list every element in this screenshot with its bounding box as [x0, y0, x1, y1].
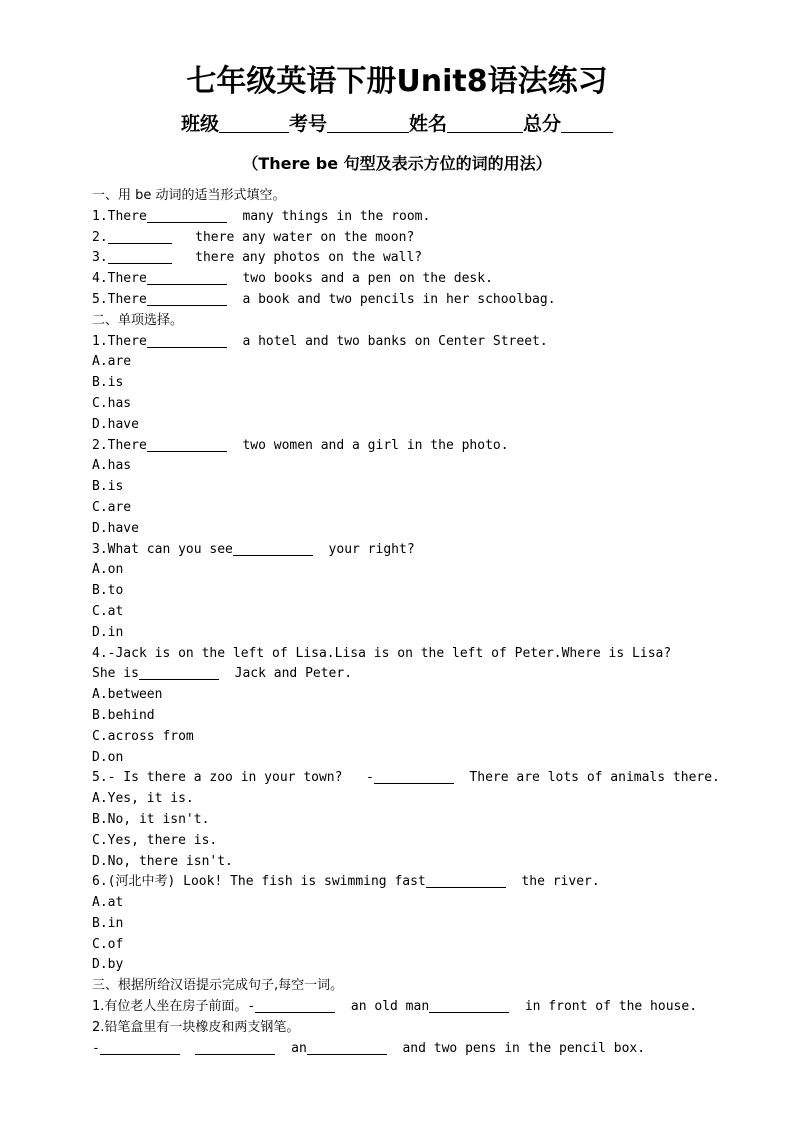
- worksheet-title: 七年级英语下册Unit8语法练习: [186, 64, 608, 99]
- class-label: 班级: [180, 113, 219, 135]
- answer-blank[interactable]: [429, 998, 509, 1013]
- section-1-heading: 一、用 be 动词的适当形式填空。: [92, 188, 286, 203]
- section-3-heading: 三、根据所给汉语提示完成句子,每空一词。: [92, 978, 344, 994]
- section-2-heading: 二、单项选择。: [92, 312, 184, 328]
- s2-question-4-line-1: 4.-Jack is on the left of Lisa.Lisa is on the left of Peter.Where is Lisa?: [92, 645, 672, 661]
- option-a[interactable]: A.on: [92, 562, 124, 578]
- option-d[interactable]: D.on: [92, 749, 124, 765]
- student-info-row: [0, 110, 794, 138]
- s2-question-1: 1.There a hotel and two banks on Center Street.: [92, 333, 548, 349]
- s2-question-5: 5.- Is there a zoo in your town? - There are lots of animals there.: [92, 770, 720, 786]
- answer-blank[interactable]: [195, 1040, 275, 1055]
- option-a[interactable]: A.Yes, it is.: [92, 791, 194, 807]
- answer-blank[interactable]: [139, 665, 219, 680]
- option-a[interactable]: A.at: [92, 895, 124, 911]
- option-a[interactable]: A.are: [92, 354, 132, 370]
- s3-question-2-prompt: 2.铅笔盒里有一块橡皮和两支钢笔。: [92, 1019, 300, 1035]
- s1-question-4: 4.There two books and a pen on the desk.: [92, 271, 493, 287]
- option-c[interactable]: C.of: [92, 936, 124, 952]
- score-label: 总分: [523, 113, 562, 135]
- option-c[interactable]: C.Yes, there is.: [92, 832, 218, 848]
- answer-blank[interactable]: [147, 270, 227, 285]
- answer-blank[interactable]: [147, 333, 227, 348]
- option-c[interactable]: C.at: [92, 603, 124, 619]
- s3-question-2-answer: - an and two pens in the pencil box.: [92, 1040, 646, 1056]
- answer-blank[interactable]: [147, 291, 227, 306]
- option-c[interactable]: C.across from: [92, 728, 194, 744]
- s2-question-3: 3.What can you see your right?: [92, 541, 415, 557]
- answer-blank[interactable]: [108, 249, 172, 264]
- answer-blank[interactable]: [255, 998, 335, 1013]
- s3-question-1: 1.有位老人坐在房子前面。- an old man in front of the house.: [92, 999, 698, 1015]
- worksheet-subtitle: （There be 句型及表示方位的词的用法）: [242, 154, 552, 173]
- name-label: 姓名: [409, 113, 448, 135]
- option-c[interactable]: C.has: [92, 395, 132, 411]
- answer-blank[interactable]: [307, 1040, 387, 1055]
- option-c[interactable]: C.are: [92, 499, 132, 515]
- option-b[interactable]: B.is: [92, 479, 124, 495]
- option-d[interactable]: D.in: [92, 624, 124, 640]
- answer-blank[interactable]: [374, 769, 454, 784]
- option-d[interactable]: D.have: [92, 416, 139, 432]
- option-b[interactable]: B.to: [92, 583, 124, 599]
- answer-blank[interactable]: [147, 437, 227, 452]
- exam-no-blank[interactable]: [327, 112, 409, 133]
- s2-question-2: 2.There two women and a girl in the photo.: [92, 437, 509, 453]
- worksheet-body: [92, 186, 782, 1059]
- name-blank[interactable]: [447, 112, 523, 133]
- answer-blank[interactable]: [108, 229, 172, 244]
- exam-no-label: 考号: [288, 113, 327, 135]
- s2-question-6: 6.(河北中考) Look! The fish is swimming fast the river.: [92, 874, 600, 890]
- class-blank[interactable]: [219, 112, 289, 133]
- answer-blank[interactable]: [426, 873, 506, 888]
- answer-blank[interactable]: [147, 208, 227, 223]
- option-d[interactable]: D.No, there isn't.: [92, 853, 233, 869]
- answer-blank[interactable]: [100, 1040, 180, 1055]
- s2-question-4-line-2: She is Jack and Peter.: [92, 666, 353, 682]
- answer-blank[interactable]: [233, 541, 313, 556]
- option-d[interactable]: D.have: [92, 520, 139, 536]
- option-a[interactable]: A.between: [92, 687, 163, 703]
- option-a[interactable]: A.has: [92, 458, 132, 474]
- s1-question-3: 3. there any photos on the wall?: [92, 250, 423, 266]
- score-blank[interactable]: [561, 112, 613, 133]
- option-b[interactable]: B.No, it isn't.: [92, 811, 210, 827]
- option-b[interactable]: B.is: [92, 375, 124, 391]
- option-b[interactable]: B.behind: [92, 707, 155, 723]
- option-b[interactable]: B.in: [92, 915, 124, 931]
- s1-question-2: 2. there any water on the moon?: [92, 229, 415, 245]
- option-d[interactable]: D.by: [92, 957, 124, 973]
- s1-question-1: 1.There many things in the room.: [92, 208, 431, 224]
- s1-question-5: 5.There a book and two pencils in her schoolbag.: [92, 291, 556, 307]
